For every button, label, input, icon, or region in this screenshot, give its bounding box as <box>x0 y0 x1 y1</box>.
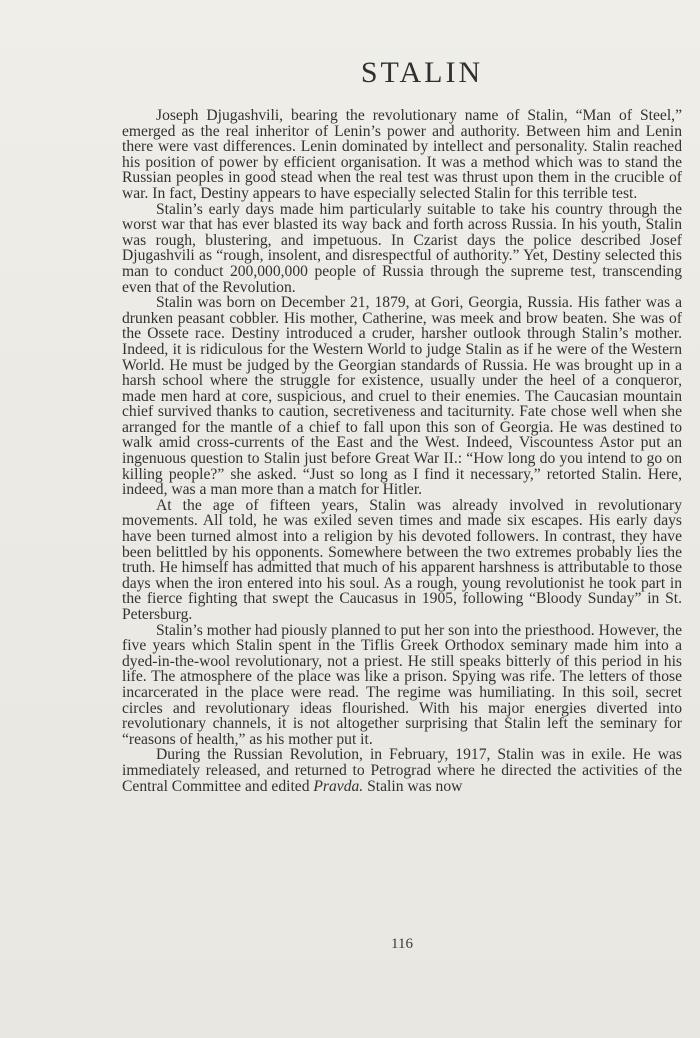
paragraph-intro: Joseph Djugashvili, bearing the revolutionary name of Stalin, “Man of Steel,” emerged as the real inheritor of Lenin’s power and authority. Between him and Lenin there were vast differences. Lenin dominated by intellect and personality. Stalin reached his position of power by efficient organisation. It was a method which was to stand the Russian peoples in good stead when the real test was thrust upon them in the crucible of war. In fact, Destiny appears to have especially selected Stalin for this terrible test. <box>122 107 682 202</box>
page-title: STALIN <box>360 56 484 89</box>
paragraph-revolution <box>122 747 682 794</box>
pravda-title: Pravda. <box>313 777 364 795</box>
paragraph-early-days: Stalin’s early days made him particularly suitable to take his country through the worst war that has ever blasted its way back and forth across Russia. In his youth, Stalin was rough, blustering, and impetuous. In Czarist days the police described Josef Djugashvili as “rough, insolent, and disrespectful of authority.” Yet, Destiny selected this man to conduct 200,000,000 people of Russia through the supreme test, transcending even that of the Revolution. <box>122 200 682 296</box>
page-number: 116 <box>391 936 413 952</box>
paragraph-seminary: Stalin’s mother had piously planned to put her son into the priesthood. However, the five years which Stalin spent in the Tiflis Greek Orthodox seminary made him into a dyed-in-the-wool revolutionary, not a priest. He still speaks bitterly of this period in his life. The atmosphere of the place was like a prison. Spying was rife. The letters of those incarcerated in the place were read. The regime was humiliating. In this soil, secret circles and revolutionary ideas flourished. With his major energies diverted into revolutionary channels, it is not altogether surprising that Stalin left the seminary for “reasons of health,” as his mother put it. <box>122 621 682 748</box>
paragraph-revolution-text: During the Russian Revolution, in February, 1917, Stalin was in exile. He was immediately released, and returned to Petrograd where he directed the activities of the Central Committee and edited <box>122 746 682 795</box>
paragraph-birth: Stalin was born on December 21, 1879, at Gori, Georgia, Russia. His father was a drunken peasant cobbler. His mother, Catherine, was meek and brow beaten. She was of the Ossete race. Destiny introduced a cruder, harsher outlook through Stalin’s mother. Indeed, it is ridiculous for the Western World to judge Stalin as if he were of the Western World. He must be judged by the Georgian standards of Russia. He was brought up in a harsh school where the struggle for existence, usually under the heel of a conqueror, made men hard at core, suspicious, and cruel to their enemies. The Caucasian mountain chief survived thanks to caution, secretiveness and taciturnity. Fate chose well when she arranged for the mantle of a chief to fall upon this son of Georgia. He was destined to walk amid cross-currents of the East and the West. Indeed, Viscountess Astor put an ingenuous question to Stalin just before Great War II.: “How long do you intend to go on killing people?” she asked. “Just so long as I find it necessary,” retorted Stalin. Here, indeed, was a man more than a match for Hitler. <box>122 294 682 499</box>
paragraph-revolutionary-youth: At the age of fifteen years, Stalin was already involved in revolutionary movements. All told, he was exiled seven times and made six escapes. His early days have been turned almost into a religion by his devoted followers. In contrast, they have been belittled by his opponents. Somewhere between the two extremes probably lies the truth. He himself has admitted that much of his apparent harshness is attributable to those days when the iron entered into his soul. As a rough, young revolutionist he took part in the fierce fighting that swept the Caucasus in 1905, following “Bloody Sunday” in St. Petersburg. <box>122 496 682 623</box>
body-text <box>122 108 682 794</box>
paragraph-revolution-tail: Stalin was now <box>363 777 463 795</box>
